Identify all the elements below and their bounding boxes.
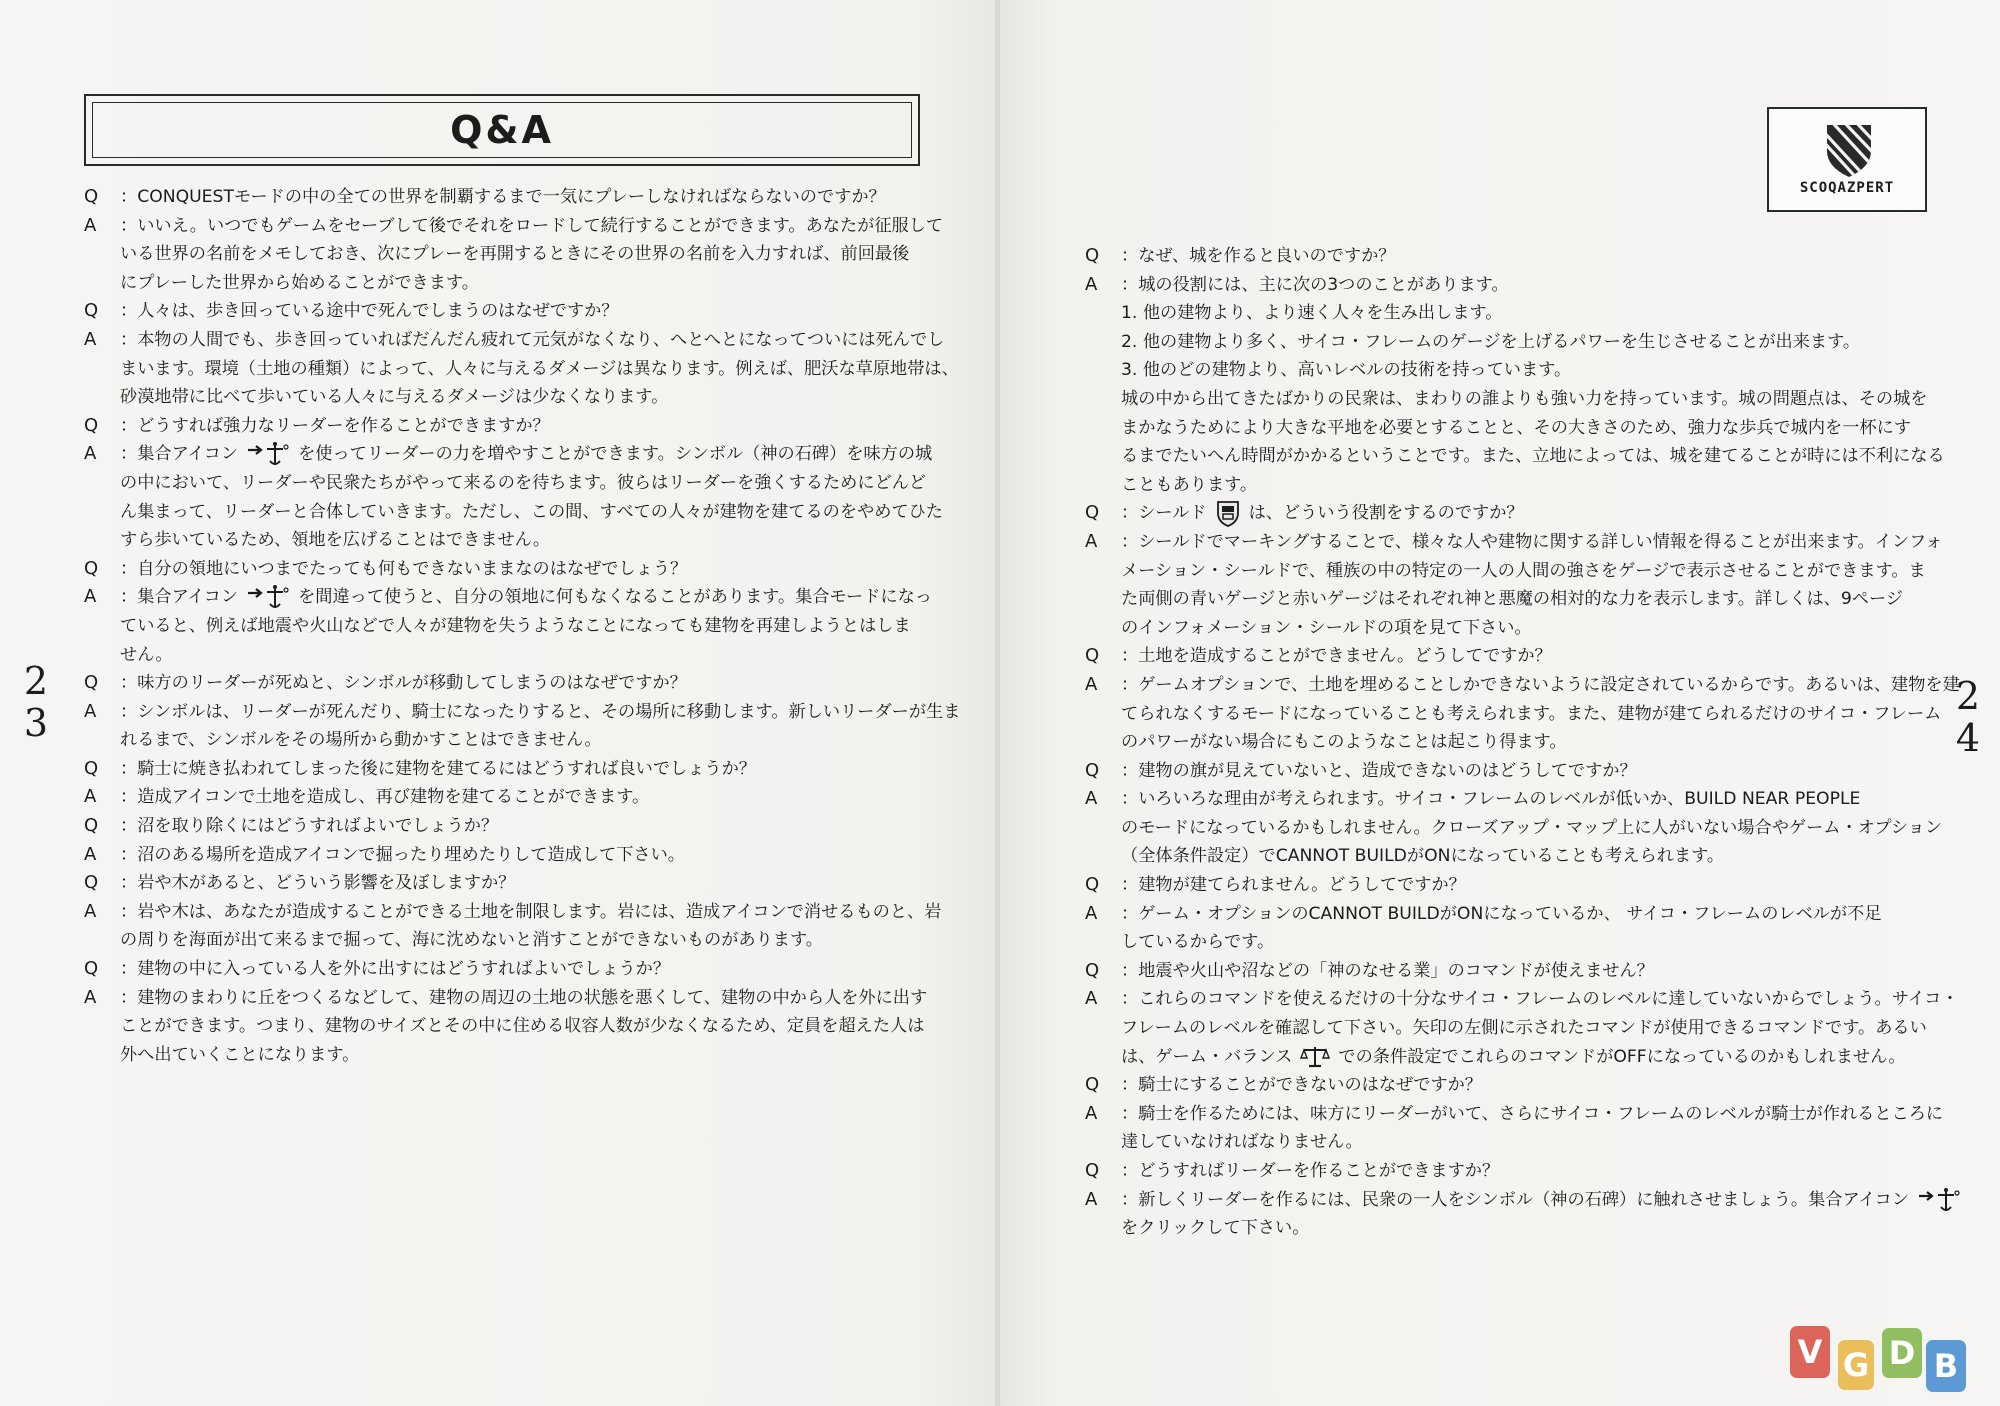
line-text-part: ：人々は、歩き回っている途中で死んでしまうのはなぜですか？ xyxy=(120,301,619,322)
line-text-part: ：新しくリーダーを作るには、民衆の一人をシンボル（神の石碑）に触れさせましょう。集合アイコン xyxy=(1121,1189,1909,1210)
line-text-part: 達していなければなりません。 xyxy=(1121,1132,1363,1153)
answer-line xyxy=(1085,528,1943,557)
continuation-line xyxy=(1085,928,1925,957)
continuation-line xyxy=(84,355,959,384)
continuation-line xyxy=(1085,728,1925,757)
line-text xyxy=(1121,757,1637,786)
line-text xyxy=(120,698,960,727)
answer-line xyxy=(1085,671,1960,700)
line-text-part: ：造成アイコンで土地を造成し、再び建物を建てることができます。 xyxy=(120,787,650,808)
continuation-line xyxy=(1085,814,1943,843)
line-text xyxy=(120,669,687,698)
line-text xyxy=(120,783,649,812)
line-text-part: の中において、リーダーや民衆たちがやって来るのを待ちます。彼らはリーダーを強くするためにどんど xyxy=(120,472,927,493)
continuation-line xyxy=(84,383,924,412)
continuation-line xyxy=(1085,299,1925,328)
line-text-part: ：シールドでマーキングすることで、様々な人や建物に関する詳しい情報を得ることが出来ます。インフォ xyxy=(1121,531,1943,552)
continuation-line xyxy=(1085,442,1945,471)
answer-marker: A xyxy=(84,328,97,350)
title-box xyxy=(84,94,920,166)
line-text-part: 1. 他の建物より、より速く人々を生み出します。 xyxy=(1121,303,1503,324)
line-text xyxy=(1121,1100,1943,1129)
line-text-part: 3. 他のどの建物より、高いレベルの技術を持っています。 xyxy=(1121,360,1572,381)
continuation-line xyxy=(84,526,924,555)
line-text-part: のパワーがない場合にもこのようなことは起こり得ます。 xyxy=(1121,732,1567,753)
page-number-digit: 2 xyxy=(23,659,49,703)
line-text xyxy=(120,984,927,1013)
continuation-line xyxy=(84,469,927,498)
line-text-part: すら歩いているため、領地を広げることはできません。 xyxy=(120,530,551,551)
question-line xyxy=(84,183,924,212)
answer-line xyxy=(84,440,933,469)
line-text xyxy=(120,583,932,612)
line-text xyxy=(1121,414,1911,443)
question-line xyxy=(84,297,924,326)
answer-marker: A xyxy=(1085,273,1098,295)
line-text-part: ：沼を取り除くにはどうすればよいでしょうか？ xyxy=(120,816,499,837)
continuation-line xyxy=(1085,700,1942,729)
question-line xyxy=(84,812,924,841)
page-title: Q&A xyxy=(450,108,554,152)
answer-marker: A xyxy=(1085,988,1098,1010)
line-text-part: のインフォメーション・シールドの項を見て下さい。 xyxy=(1121,617,1532,638)
question-marker: Q xyxy=(1085,759,1100,781)
continuation-line xyxy=(1085,557,1925,586)
line-text xyxy=(120,926,823,955)
line-text xyxy=(1121,271,1509,300)
question-line xyxy=(1085,1071,1925,1100)
line-text xyxy=(1121,1157,1499,1186)
line-text-part: ：ゲームオプションで、土地を埋めることしかできないように設定されているからです。あるいは、建物を建 xyxy=(1121,674,1960,695)
answer-marker: A xyxy=(84,700,97,722)
shield-logo-icon xyxy=(1769,115,1929,185)
question-line xyxy=(84,869,924,898)
line-text xyxy=(1121,299,1502,328)
line-text xyxy=(1121,842,1724,871)
answer-marker: A xyxy=(1085,902,1098,924)
line-text-part: るまでたいへん時間がかかるということです。また、立地によっては、城を建てることが時には不利になる xyxy=(1121,446,1945,467)
line-text-part: ：シンボルは、リーダーが死んだり、騎士になったりすると、その場所に移動します。新しいリーダーが生ま xyxy=(120,701,961,722)
answer-line xyxy=(1085,985,1959,1014)
watermark-letter xyxy=(1838,1340,1874,1390)
svg-text:B: B xyxy=(1933,1347,1959,1385)
continuation-line xyxy=(1085,614,1925,643)
continuation-line xyxy=(1085,842,1925,871)
answer-marker: A xyxy=(1085,1188,1098,1210)
line-text xyxy=(1121,242,1396,271)
line-text-part: の周りを海面が出て来るまで掘って、海に沈めないと消すことができないものがあります。 xyxy=(120,930,823,951)
gather-icon xyxy=(1917,1187,1961,1213)
answer-line xyxy=(1085,900,1925,929)
line-text xyxy=(120,355,959,384)
question-marker: Q xyxy=(1085,1074,1100,1096)
line-text xyxy=(120,555,687,584)
line-text xyxy=(120,726,602,755)
answer-line xyxy=(84,326,945,355)
line-text xyxy=(1121,700,1941,729)
line-text-part: を間違って使うと、自分の領地に何もなくなることがあります。集合モードになっ xyxy=(298,587,932,608)
continuation-line xyxy=(1085,1014,1925,1043)
svg-text:G: G xyxy=(1842,1346,1870,1384)
line-text-part: ていると、例えば地震や火山などで人々が建物を失うようなことになっても建物を再建しようとはしま xyxy=(120,615,911,636)
answer-marker: A xyxy=(84,986,97,1008)
line-text-part: ：いろいろな理由が考えられます。サイコ・フレームのレベルが低いか、BUILD NEAR PEOPLE xyxy=(1121,789,1861,810)
page-number-left xyxy=(16,660,56,744)
line-text-part: は、どういう役割をするのですか？ xyxy=(1248,503,1524,524)
question-marker: Q xyxy=(1085,1160,1100,1181)
line-text xyxy=(1121,1214,1309,1243)
line-text-part: ：味方のリーダーが死ぬと、シンボルが移動してしまうのはなぜですか？ xyxy=(120,673,687,694)
line-text-part: ：シールド xyxy=(1121,503,1207,524)
qa-list-left xyxy=(84,183,961,1069)
gather-icon xyxy=(246,584,290,610)
qa-list-right xyxy=(1085,242,1960,1243)
continuation-line xyxy=(84,498,943,527)
question-line xyxy=(1085,242,1925,271)
answer-marker: A xyxy=(84,586,97,608)
line-text xyxy=(120,240,909,269)
balance-icon xyxy=(1300,1044,1330,1070)
watermark-letter xyxy=(1882,1328,1922,1378)
line-text-part: 城の中から出てきたばかりの民衆は、まわりの誰よりも強い力を持っています。城の問題点は、その城を xyxy=(1121,388,1928,409)
question-line xyxy=(1085,871,1925,900)
question-marker: Q xyxy=(84,815,99,837)
line-text-part: ：どうすればリーダーを作ることができますか？ xyxy=(1121,1161,1500,1181)
question-line xyxy=(84,412,924,441)
line-text xyxy=(1121,1071,1482,1100)
answer-marker: A xyxy=(84,214,97,236)
page-number-digit: 3 xyxy=(23,701,49,745)
line-text xyxy=(1121,1186,1969,1215)
line-text xyxy=(1121,928,1274,957)
line-text-part: まかなうためにより大きな平地を必要とすることと、その大きさのため、強力な歩兵で城内を一杯にす xyxy=(1121,417,1911,438)
line-text xyxy=(120,955,670,984)
line-text xyxy=(120,297,618,326)
shield-icon xyxy=(1215,499,1241,527)
line-text xyxy=(1121,385,1927,414)
line-text-part: フレームのレベルを確認して下さい。矢印の左側に示されたコマンドが使用できるコマンドです。あるい xyxy=(1121,1018,1927,1039)
line-text-part: のモードになっているかもしれません。クローズアップ・マップ上に人がいない場合やゲーム・オプション xyxy=(1121,817,1943,838)
continuation-line xyxy=(1085,1043,1925,1072)
line-text xyxy=(120,269,479,298)
line-text xyxy=(1121,985,1959,1014)
question-marker: Q xyxy=(1085,502,1100,524)
line-text xyxy=(1121,642,1552,671)
continuation-line xyxy=(84,612,924,641)
line-text-part: 砂漠地帯に比べて歩いている人々に与えるダメージは少なくなります。 xyxy=(120,387,669,408)
question-line xyxy=(1085,957,1925,986)
question-line xyxy=(1085,499,1925,528)
line-text xyxy=(120,612,911,641)
question-marker: Q xyxy=(1085,959,1100,981)
line-text-part: た両側の青いゲージと赤いゲージはそれぞれ神と悪魔の相対的な力を表示します。詳しくは、9ページ xyxy=(1121,589,1903,610)
line-text-part: メーション・シールドで、種族の中の特定の一人の人間の強さをゲージで表示させることができます。ま xyxy=(1121,560,1926,581)
line-text-part: れるまで、シンボルをその場所から動かすことはできません。 xyxy=(120,730,602,751)
line-text-part: ：これらのコマンドを使えるだけの十分なサイコ・フレームのレベルに達していないからでしょう。サイコ・ xyxy=(1121,989,1959,1010)
line-text xyxy=(120,755,756,784)
line-text xyxy=(120,412,550,441)
question-marker: Q xyxy=(84,757,99,779)
line-text xyxy=(1121,900,1882,929)
answer-marker: A xyxy=(1085,530,1098,552)
line-text-part: ：建物のまわりに丘をつくるなどして、建物の周辺の土地の状態を悪くして、建物の中から人を外に出す xyxy=(120,987,928,1008)
line-text-part: ：岩や木があると、どういう影響を及ぼしますか？ xyxy=(120,873,516,894)
line-text-part: ：土地を造成することができません。どうしてですか？ xyxy=(1121,646,1552,667)
line-text-part: 外へ出ていくことになります。 xyxy=(120,1044,360,1065)
question-marker: Q xyxy=(84,958,99,980)
question-line xyxy=(1085,642,1925,671)
line-text xyxy=(1121,1128,1363,1157)
continuation-line xyxy=(84,269,924,298)
line-text xyxy=(1121,785,1860,814)
line-text xyxy=(120,841,685,870)
question-marker: Q xyxy=(1085,874,1100,896)
line-text xyxy=(1121,528,1943,557)
answer-line xyxy=(1085,1100,1944,1129)
continuation-line xyxy=(84,1012,924,1041)
answer-marker: A xyxy=(1085,788,1098,810)
line-text-part: ：ゲーム・オプションのCANNOT BUILDがONになっているか、 サイコ・フレームのレベルが不足 xyxy=(1121,903,1882,924)
line-text-part: てられなくするモードになっていることも考えられます。また、建物が建てられるだけのサイコ・フレーム xyxy=(1121,703,1942,724)
continuation-line xyxy=(1085,1214,1925,1243)
line-text-part: いる世界の名前をメモしておき、次にプレーを再開するときにその世界の名前を入力すれば、前回最後 xyxy=(120,244,910,265)
question-line xyxy=(1085,1157,1925,1186)
line-text xyxy=(1121,957,1654,986)
question-marker: Q xyxy=(84,872,99,894)
continuation-line xyxy=(84,641,924,670)
question-line xyxy=(84,955,924,984)
line-text xyxy=(120,526,550,555)
line-text-part: 2. 他の建物より多く、サイコ・フレームのゲージを上げるパワーを生じさせることが出来ます。 xyxy=(1121,331,1861,352)
line-text-part: ：集合アイコン xyxy=(120,587,239,608)
line-text-part: （全体条件設定）でCANNOT BUILDがONになっていることも考えられます。 xyxy=(1121,846,1725,867)
line-text xyxy=(120,812,498,841)
line-text-part: ：騎士にすることができないのはなぜですか？ xyxy=(1121,1075,1482,1096)
page-number-digit: 2 xyxy=(1955,674,1981,718)
answer-marker: A xyxy=(84,443,97,465)
question-line xyxy=(84,669,924,698)
continuation-line xyxy=(84,726,924,755)
line-text-part: ：建物の中に入っている人を外に出すにはどうすればよいでしょうか？ xyxy=(120,959,671,980)
line-text-part: ：CONQUESTモードの中の全ての世界を制覇するまで一気にプレーしなければならないのですか？ xyxy=(120,187,886,207)
line-text xyxy=(1121,328,1860,357)
line-text xyxy=(120,469,926,498)
line-text xyxy=(1121,728,1567,757)
question-marker: Q xyxy=(84,557,99,579)
answer-marker: A xyxy=(84,786,97,808)
vgdb-watermark xyxy=(1790,1318,1990,1396)
line-text-part: まいます。環境（土地の種類）によって、人々に与えるダメージは異なります。例えば、肥沃な草原地帯は、 xyxy=(120,358,959,379)
line-text-part: ：自分の領地にいつまでたっても何もできないままなのはなぜでしょう？ xyxy=(120,558,688,579)
line-text xyxy=(120,869,515,898)
line-text-part: をクリックして下さい。 xyxy=(1121,1218,1310,1239)
page-number-digit: 4 xyxy=(1955,716,1981,760)
line-text xyxy=(120,326,944,355)
question-marker: Q xyxy=(1085,245,1100,266)
line-text xyxy=(120,1041,359,1070)
line-text-part: ：地震や火山や沼などの「神のなせる業」のコマンドが使えません？ xyxy=(1121,960,1654,981)
continuation-line xyxy=(1085,414,1925,443)
line-text xyxy=(1121,557,1926,586)
line-text xyxy=(1121,671,1960,700)
logo-text: SCOQAZPERT xyxy=(1799,180,1895,196)
question-marker: Q xyxy=(1085,645,1100,667)
line-text xyxy=(1121,814,1942,843)
question-marker: Q xyxy=(84,186,99,207)
line-text-part: こともあります。 xyxy=(1121,474,1258,495)
line-text xyxy=(1121,356,1571,385)
line-text-part: ：岩や木は、あなたが造成することができる土地を制限します。岩には、造成アイコンで消せるものと、岩 xyxy=(120,901,942,922)
answer-line xyxy=(84,898,942,927)
line-text-part: を使ってリーダーの力を増やすことができます。シンボル（神の石碑）を味方の城 xyxy=(298,444,933,465)
question-line xyxy=(1085,757,1925,786)
line-text-part: は、ゲーム・バランス xyxy=(1121,1046,1293,1067)
continuation-line xyxy=(84,926,924,955)
continuation-line xyxy=(1085,585,1925,614)
line-text-part: ：集合アイコン xyxy=(120,444,239,465)
answer-line xyxy=(84,698,961,727)
line-text-part: ：騎士を作るためには、味方にリーダーがいて、さらにサイコ・フレームのレベルが騎士が作れるところに xyxy=(1121,1103,1944,1124)
line-text xyxy=(120,898,941,927)
question-line xyxy=(84,755,924,784)
continuation-line xyxy=(1085,471,1925,500)
answer-marker: A xyxy=(1085,673,1098,695)
watermark-letter xyxy=(1790,1326,1830,1378)
line-text xyxy=(1121,1043,1906,1072)
line-text-part: ：建物が建てられません。どうしてですか？ xyxy=(1121,875,1466,896)
answer-line xyxy=(1085,785,1925,814)
line-text xyxy=(120,641,173,670)
continuation-line xyxy=(1085,1128,1925,1157)
line-text xyxy=(120,498,943,527)
answer-marker: A xyxy=(84,900,97,922)
line-text-part: ことができます。つまり、建物のサイズとその中に住める収容人数が少なくなるため、定員を超えた人は xyxy=(120,1016,925,1037)
line-text-part: にプレーした世界から始めることができます。 xyxy=(120,272,479,293)
gather-icon xyxy=(246,441,290,467)
line-text-part: ：騎士に焼き払われてしまった後に建物を建てるにはどうすれば良いでしょうか？ xyxy=(120,758,756,779)
answer-line xyxy=(84,984,928,1013)
answer-marker: A xyxy=(1085,1102,1098,1124)
logo-box xyxy=(1767,107,1927,212)
answer-line xyxy=(1085,1186,1925,1215)
line-text-part: ：本物の人間でも、歩き回っていればだんだん疲れて元気がなくなり、へとへとになってついには死んでし xyxy=(120,329,945,350)
line-text xyxy=(120,383,668,412)
line-text-part: せん。 xyxy=(120,644,173,665)
continuation-line xyxy=(1085,328,1925,357)
line-text-part: ：沼のある場所を造成アイコンで掘ったり埋めたりして造成して下さい。 xyxy=(120,844,685,865)
answer-line xyxy=(1085,271,1925,300)
continuation-line xyxy=(84,1041,924,1070)
line-text xyxy=(1121,471,1257,500)
line-text xyxy=(120,440,932,469)
line-text-part: ん集まって、リーダーと合体していきます。ただし、この間、すべての人々が建物を建てるのをやめてひた xyxy=(120,501,943,522)
answer-line xyxy=(84,783,924,812)
line-text xyxy=(1121,871,1466,900)
svg-text:D: D xyxy=(1888,1334,1916,1372)
line-text-part: ：城の役割には、主に次の3つのことがあります。 xyxy=(1121,274,1509,295)
question-marker: Q xyxy=(84,414,99,436)
answer-marker: A xyxy=(84,843,97,865)
page-left xyxy=(0,0,995,1406)
line-text xyxy=(1121,499,1524,528)
question-line xyxy=(84,555,924,584)
watermark-letter xyxy=(1926,1340,1966,1392)
line-text-part: ：いいえ。いつでもゲームをセーブして後でそれをロードして続行することができます。あなたが征服して xyxy=(120,215,944,236)
answer-line xyxy=(84,212,944,241)
line-text-part: ：建物の旗が見えていないと、造成できないのはどうしてですか？ xyxy=(1121,760,1637,781)
continuation-line xyxy=(1085,356,1925,385)
line-text xyxy=(120,183,886,212)
line-text-part: での条件設定でこれらのコマンドがOFFになっているのかもしれません。 xyxy=(1338,1046,1906,1067)
line-text xyxy=(1121,614,1532,643)
line-text-part: ：なぜ、城を作ると良いのですか？ xyxy=(1121,246,1396,266)
line-text xyxy=(1121,585,1903,614)
line-text-part: ：どうすれば強力なリーダーを作ることができますか？ xyxy=(120,415,550,436)
continuation-line xyxy=(84,240,924,269)
line-text-part: しているからです。 xyxy=(1121,932,1275,953)
line-text xyxy=(120,212,943,241)
question-marker: Q xyxy=(84,300,99,322)
line-text xyxy=(1121,442,1945,471)
continuation-line xyxy=(1085,385,1928,414)
line-text xyxy=(1121,1014,1927,1043)
answer-line xyxy=(84,583,932,612)
answer-line xyxy=(84,841,924,870)
line-text xyxy=(120,1012,924,1041)
page-number-right xyxy=(1948,675,1988,759)
question-marker: Q xyxy=(84,672,99,694)
svg-text:V: V xyxy=(1797,1333,1823,1371)
